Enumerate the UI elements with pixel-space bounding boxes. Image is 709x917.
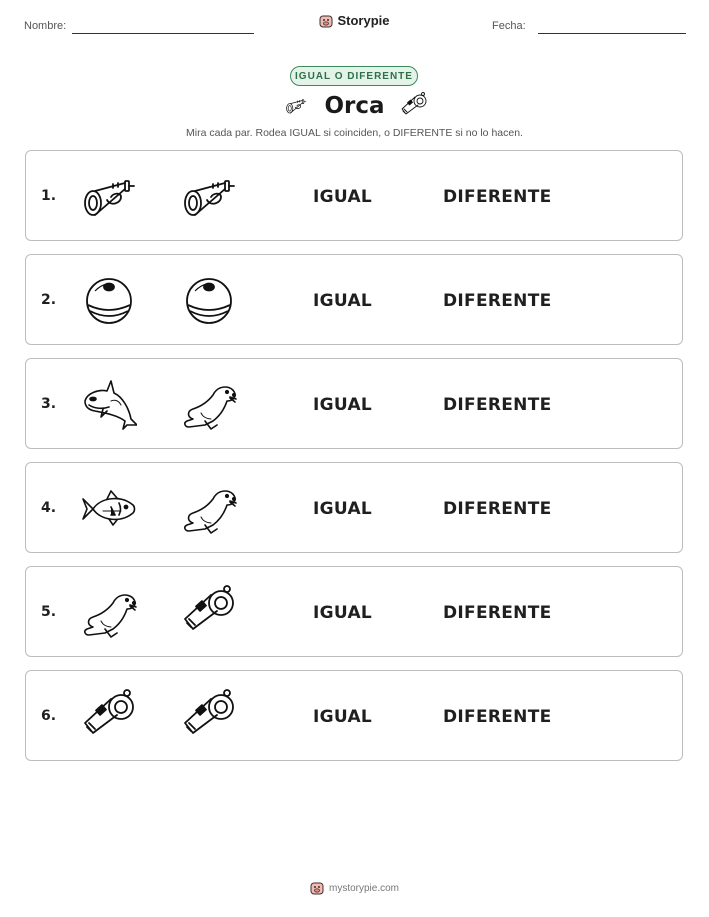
seal-icon: [181, 481, 237, 537]
option-diferente[interactable]: DIFERENTE: [443, 499, 552, 519]
orca-icon: [81, 377, 137, 433]
trumpet-icon: [181, 169, 237, 225]
question-row: [25, 670, 683, 761]
option-diferente[interactable]: DIFERENTE: [443, 603, 552, 623]
whistle-icon: [399, 92, 429, 120]
storypie-pig-icon: [310, 881, 324, 895]
whistle-icon: [81, 689, 137, 745]
option-igual[interactable]: IGUAL: [313, 395, 373, 415]
question-row: [25, 566, 683, 657]
question-number: 1.: [41, 188, 57, 204]
question-number: 5.: [41, 604, 57, 620]
whistle-icon: [181, 585, 237, 641]
fish-icon: [81, 481, 137, 537]
question-number: 4.: [41, 500, 57, 516]
question-number: 3.: [41, 396, 57, 412]
question-row: [25, 462, 683, 553]
name-label: Nombre:: [24, 20, 67, 32]
date-line[interactable]: [538, 33, 686, 34]
option-igual[interactable]: IGUAL: [313, 603, 373, 623]
option-diferente[interactable]: DIFERENTE: [443, 395, 552, 415]
footer-url[interactable]: mystorypie.com: [328, 882, 399, 894]
name-line[interactable]: [72, 33, 254, 34]
brand-name: Storypie: [337, 13, 390, 28]
question-number: 2.: [41, 292, 57, 308]
option-diferente[interactable]: DIFERENTE: [443, 291, 552, 311]
footer: [0, 881, 709, 898]
date-label: Fecha:: [492, 20, 526, 32]
category-badge: IGUAL O DIFERENTE: [290, 66, 418, 86]
seal-icon: [181, 377, 237, 433]
option-igual[interactable]: IGUAL: [313, 499, 373, 519]
question-row: [25, 150, 683, 241]
storypie-pig-icon: [319, 14, 333, 28]
question-row: [25, 254, 683, 345]
brand-logo: [0, 13, 709, 33]
option-diferente[interactable]: DIFERENTE: [443, 187, 552, 207]
buoy-ball-icon: [81, 273, 137, 329]
question-row: [25, 358, 683, 449]
whistle-icon: [181, 689, 237, 745]
page-title: Orca: [324, 93, 385, 119]
question-number: 6.: [41, 708, 57, 724]
seal-icon: [81, 585, 137, 641]
instruction-text: Mira cada par. Rodea IGUAL si coinciden, o DIFERENTE si no lo hacen.: [186, 127, 523, 139]
trumpet-icon: [81, 169, 137, 225]
option-igual[interactable]: IGUAL: [313, 707, 373, 727]
option-igual[interactable]: IGUAL: [313, 187, 373, 207]
option-igual[interactable]: IGUAL: [313, 291, 373, 311]
option-diferente[interactable]: DIFERENTE: [443, 707, 552, 727]
buoy-ball-icon: [181, 273, 237, 329]
